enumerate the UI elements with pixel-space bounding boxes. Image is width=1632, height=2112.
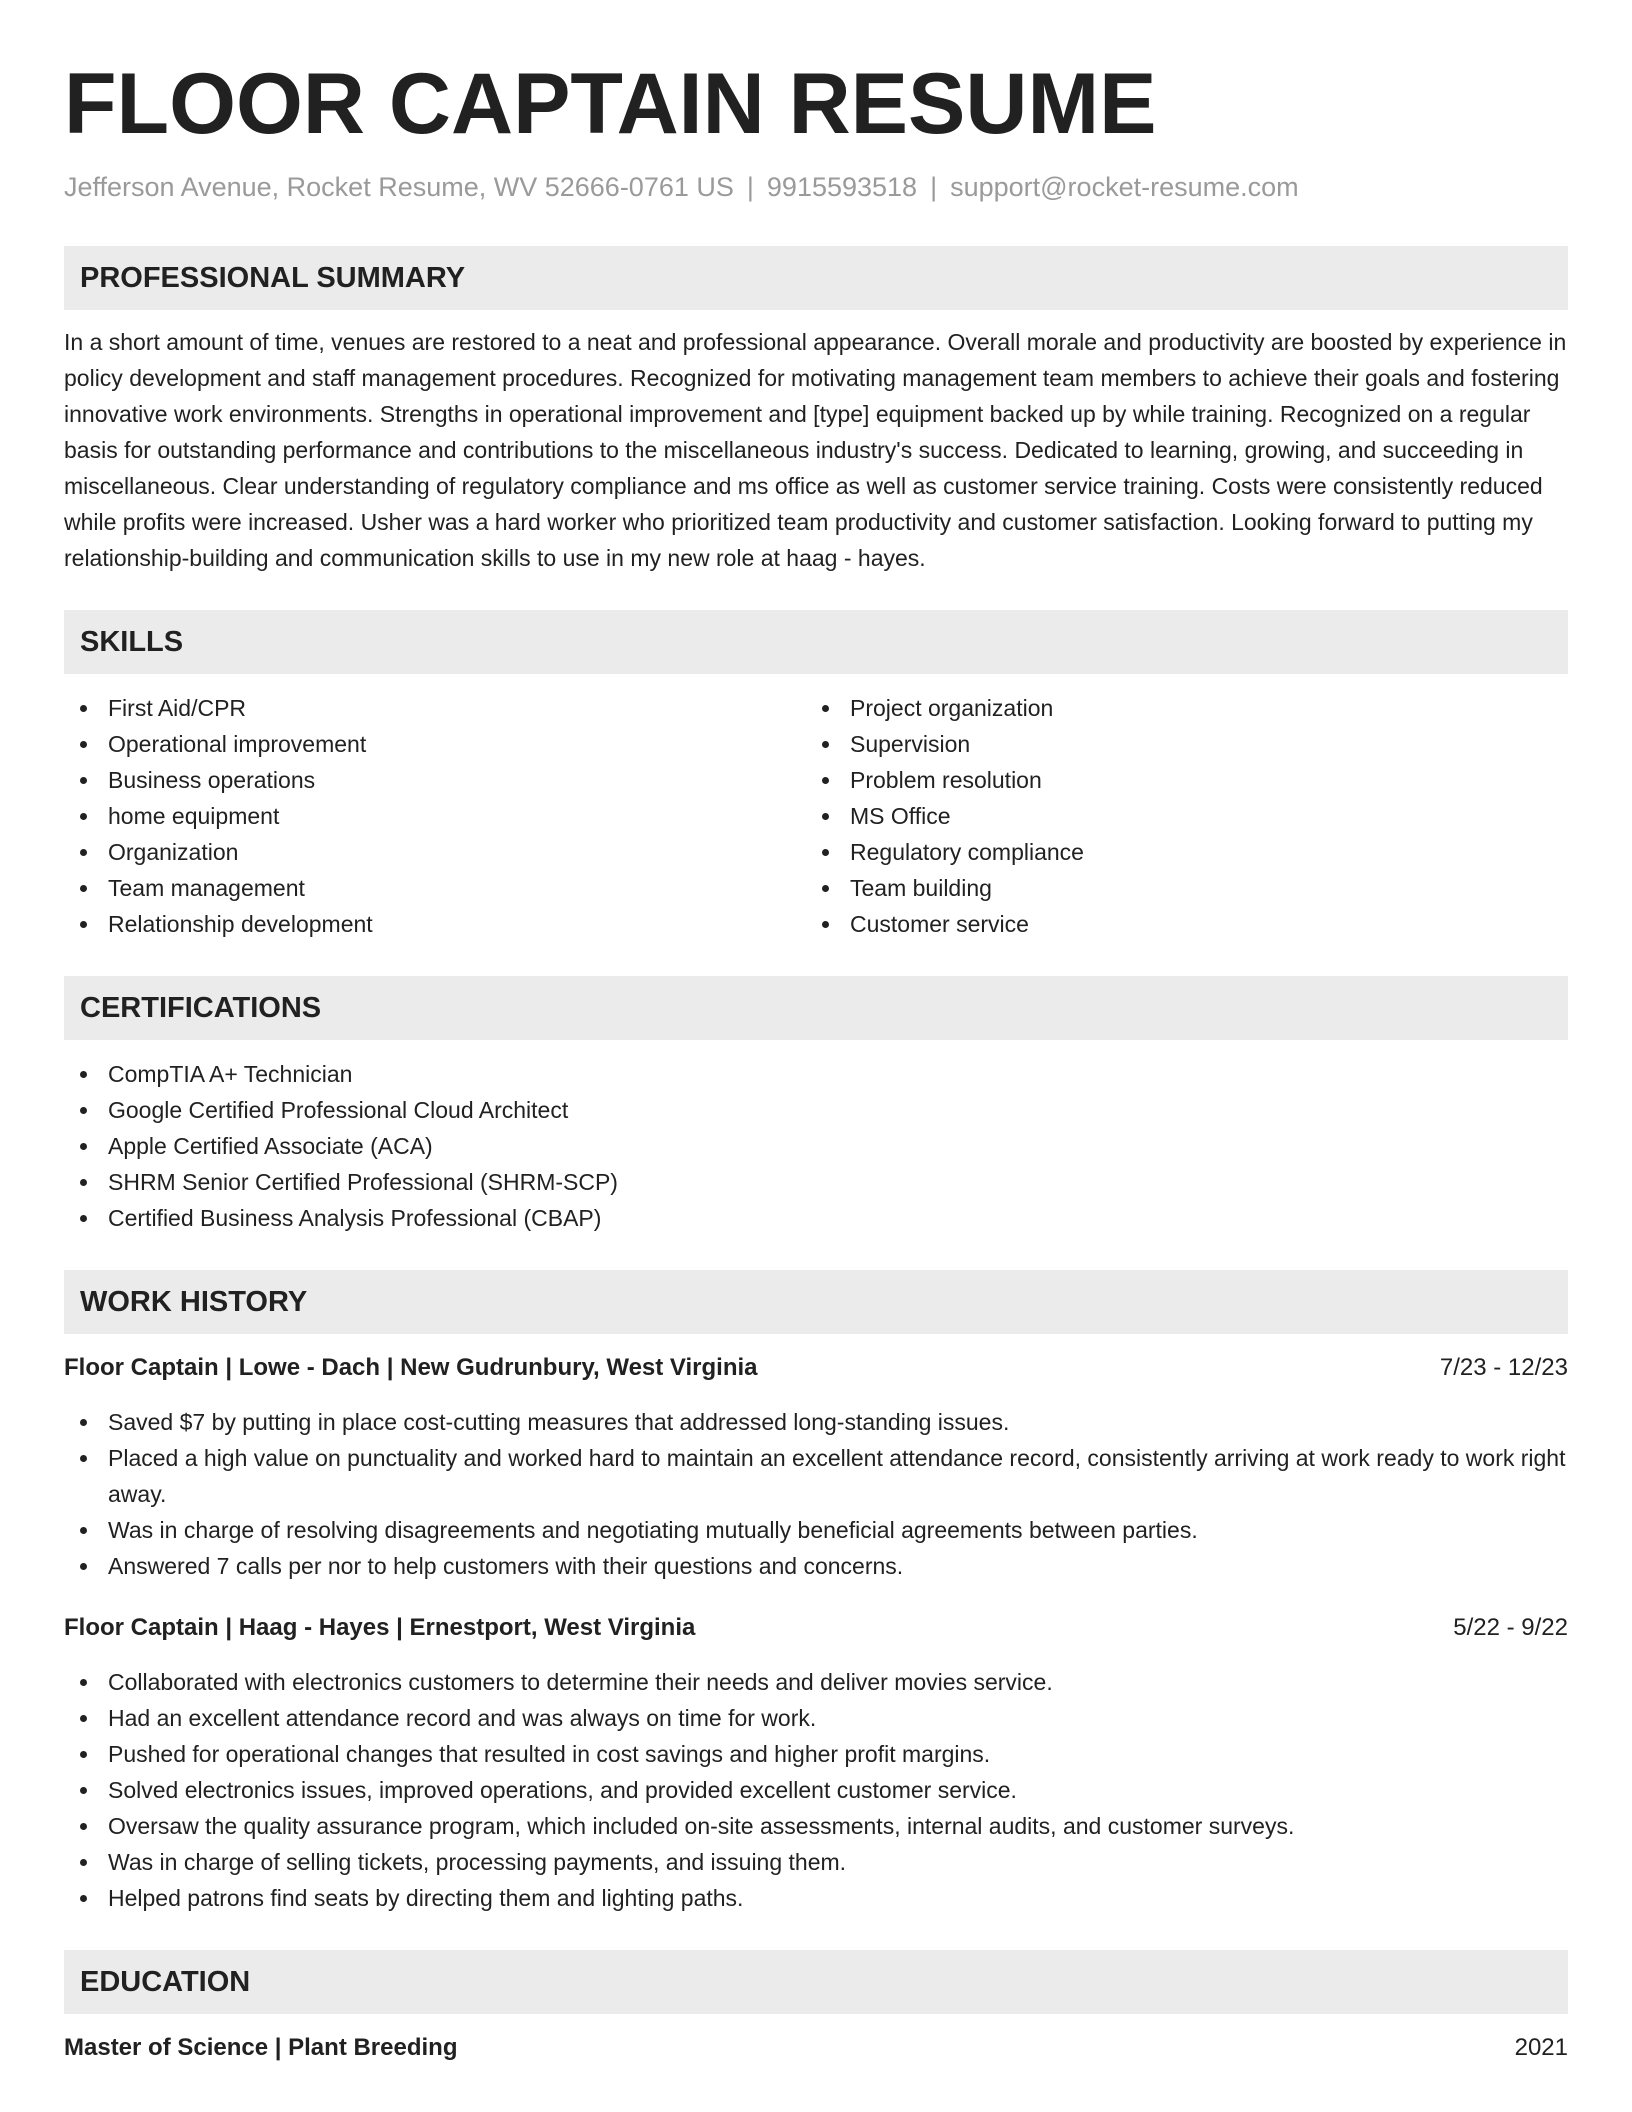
education-entry bbox=[64, 2030, 1568, 2066]
contact-phone: 9915593518 bbox=[766, 172, 918, 202]
certification-item: SHRM Senior Certified Professional (SHRM-SCP) bbox=[64, 1164, 1568, 1200]
job-bullet: Collaborated with electronics customers to determine their needs and deliver movies service. bbox=[64, 1664, 1568, 1700]
skill-item: Relationship development bbox=[64, 906, 806, 942]
skill-item: Customer service bbox=[806, 906, 1548, 942]
skill-item: Organization bbox=[64, 834, 806, 870]
certification-item: Apple Certified Associate (ACA) bbox=[64, 1128, 1568, 1164]
job-dates: 5/22 - 9/22 bbox=[1453, 1614, 1568, 1641]
resume-title: FLOOR CAPTAIN RESUME bbox=[64, 56, 1157, 152]
contact-address: Jefferson Avenue, Rocket Resume, WV 52666-0761 US bbox=[64, 172, 734, 202]
contact-line bbox=[64, 170, 1568, 204]
skill-item: Operational improvement bbox=[64, 726, 806, 762]
skill-item: Team management bbox=[64, 870, 806, 906]
job-bullet: Was in charge of selling tickets, processing payments, and issuing them. bbox=[64, 1844, 1568, 1880]
section-heading-work-history: WORK HISTORY bbox=[64, 1270, 1568, 1334]
job-entry bbox=[64, 1610, 1568, 1916]
section-heading-certifications: CERTIFICATIONS bbox=[64, 976, 1568, 1040]
job-dates: 7/23 - 12/23 bbox=[1439, 1354, 1568, 1381]
summary-text: In a short amount of time, venues are restored to a neat and professional appearance. Overall morale and productivity are boosted by experience in policy development and staff management procedures. Recognized for motivating management team members to achieve their goals and fostering innovative work environments. Strengths in operational improvement and [type] equipment backed up by while training. Recognized on a regular basis for outstanding performance and contributions to the miscellaneous industry's success. Dedicated to learning, growing, and succeeding in miscellaneous. Clear understanding of regulatory compliance and ms office as well as customer service training. Costs were consistently reduced while profits were increased. Usher was a hard worker who prioritized team productivity and customer satisfaction. Looking forward to putting my relationship-building and communication skills to use in my new role at haag - hayes. bbox=[64, 329, 1567, 571]
job-bullet: Solved electronics issues, improved operations, and provided excellent customer service. bbox=[64, 1772, 1568, 1808]
job-bullet: Answered 7 calls per nor to help customers with their questions and concerns. bbox=[64, 1548, 1568, 1584]
skill-item: Supervision bbox=[806, 726, 1548, 762]
job-bullet: Helped patrons find seats by directing them and lighting paths. bbox=[64, 1880, 1568, 1916]
job-bullet: Placed a high value on punctuality and worked hard to maintain an excellent attendance record, consistently arriving at work ready to work right away. bbox=[64, 1440, 1568, 1512]
skill-item: Team building bbox=[806, 870, 1548, 906]
job-title: Floor Captain | Lowe - Dach | New Gudrunbury, West Virginia bbox=[64, 1354, 758, 1381]
education-degree: Master of Science | Plant Breeding bbox=[64, 2034, 458, 2061]
job-entry bbox=[64, 1350, 1568, 1584]
job-bullet: Pushed for operational changes that resulted in cost savings and higher profit margins. bbox=[64, 1736, 1568, 1772]
job-title: Floor Captain | Haag - Hayes | Ernestport, West Virginia bbox=[64, 1614, 696, 1641]
section-heading-summary: PROFESSIONAL SUMMARY bbox=[64, 246, 1568, 310]
resume-page bbox=[64, 58, 1568, 2066]
job-bullet: Was in charge of resolving disagreements and negotiating mutually beneficial agreements between parties. bbox=[64, 1512, 1568, 1548]
job-bullet: Saved $7 by putting in place cost-cutting measures that addressed long-standing issues. bbox=[64, 1404, 1568, 1440]
contact-separator: | bbox=[930, 172, 938, 202]
certification-item: Certified Business Analysis Professional (CBAP) bbox=[64, 1200, 1568, 1236]
section-heading-skills: SKILLS bbox=[64, 610, 1568, 674]
skill-item: MS Office bbox=[806, 798, 1548, 834]
certification-item: Google Certified Professional Cloud Architect bbox=[64, 1092, 1568, 1128]
skill-item: Problem resolution bbox=[806, 762, 1548, 798]
skills-column-right bbox=[806, 690, 1548, 942]
job-bullet: Oversaw the quality assurance program, which included on-site assessments, internal audits, and customer surveys. bbox=[64, 1808, 1568, 1844]
contact-email: support@rocket-resume.com bbox=[950, 172, 1299, 202]
job-bullets bbox=[64, 1664, 1568, 1916]
job-bullet: Had an excellent attendance record and was always on time for work. bbox=[64, 1700, 1568, 1736]
skills-list bbox=[64, 690, 1568, 942]
education-year: 2021 bbox=[1514, 2034, 1568, 2061]
certification-item: CompTIA A+ Technician bbox=[64, 1056, 1568, 1092]
skill-item: Regulatory compliance bbox=[806, 834, 1548, 870]
skill-item: Business operations bbox=[64, 762, 806, 798]
certifications-list bbox=[64, 1056, 1568, 1236]
skill-item: home equipment bbox=[64, 798, 806, 834]
skill-item: First Aid/CPR bbox=[64, 690, 806, 726]
skill-item: Project organization bbox=[806, 690, 1548, 726]
job-header bbox=[64, 1350, 1568, 1386]
contact-separator: | bbox=[746, 172, 754, 202]
section-heading-education: EDUCATION bbox=[64, 1950, 1568, 2014]
skills-column-left bbox=[64, 690, 806, 942]
job-bullets bbox=[64, 1404, 1568, 1584]
job-header bbox=[64, 1610, 1568, 1646]
